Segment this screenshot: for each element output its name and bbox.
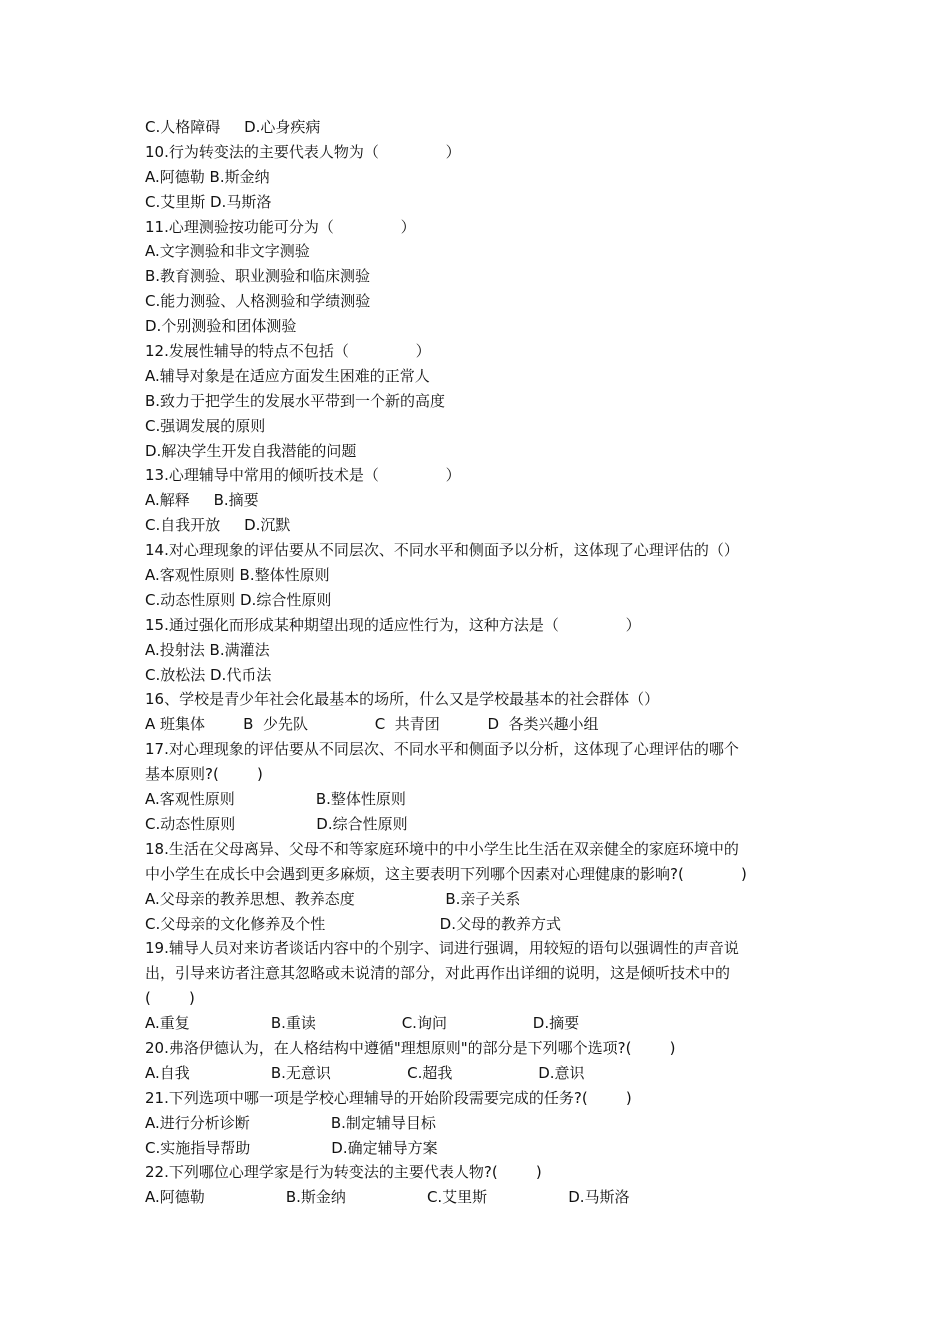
option-line: A.文字测验和非文字测验	[145, 242, 310, 261]
option-line: C.动态性原则 D.综合性原则	[145, 590, 332, 609]
option-line: A.辅导对象是在适应方面发生困难的正常人	[145, 366, 430, 385]
question-18: 18.生活在父母离异、父母不和等家庭环境中的中小学生比生活在双亲健全的家庭环境中的	[145, 839, 739, 858]
option-line: A.客观性原则 B.整体性原则	[145, 790, 406, 809]
question-19-cont: 出，引导来访者注意其忽略或未说清的部分，对此再作出详细的说明，这是倾听技术中的	[145, 964, 731, 983]
question-17-cont: 基本原则?( )	[145, 765, 263, 784]
question-21: 21.下列选项中哪一项是学校心理辅导的开始阶段需要完成的任务?( )	[145, 1088, 632, 1107]
option-line: A.自我 B.无意识 C.超我 D.意识	[145, 1063, 585, 1082]
option-line: B.致力于把学生的发展水平带到一个新的高度	[145, 391, 446, 410]
question-11: 11.心理测验按功能可分为（ ）	[145, 217, 416, 236]
option-line: B.教育测验、职业测验和临床测验	[145, 267, 371, 286]
option-line: C.强调发展的原则	[145, 416, 266, 435]
question-19: 19.辅导人员对来访者谈话内容中的个别字、词进行强调，用较短的语句以强调性的声音说	[145, 939, 739, 958]
option-line: A.客观性原则 B.整体性原则	[145, 566, 330, 585]
option-line: C.放松法 D.代币法	[145, 665, 272, 684]
option-line: A.父母亲的教养思想、教养态度 B.亲子关系	[145, 889, 521, 908]
question-10: 10.行为转变法的主要代表人物为（ ）	[145, 142, 461, 161]
question-13: 13.心理辅导中常用的倾听技术是（ ）	[145, 466, 461, 485]
option-line: A.阿德勒 B.斯金纳	[145, 167, 270, 186]
option-line: C.动态性原则 D.综合性原则	[145, 814, 408, 833]
option-line: C.能力测验、人格测验和学绩测验	[145, 292, 371, 311]
option-line: A.阿德勒 B.斯金纳 C.艾里斯 D.马斯洛	[145, 1188, 630, 1207]
option-line: A 班集体 B 少先队 C 共青团 D 各类兴趣小组	[145, 715, 599, 734]
option-line: D.解决学生开发自我潜能的问题	[145, 441, 357, 460]
option-line: C.艾里斯 D.马斯洛	[145, 192, 272, 211]
option-line: C.父母亲的文化修养及个性 D.父母的教养方式	[145, 914, 561, 933]
question-20: 20.弗洛伊德认为，在人格结构中遵循"理想原则"的部分是下列哪个选项?( )	[145, 1038, 676, 1057]
option-line: D.个别测验和团体测验	[145, 317, 297, 336]
question-15: 15.通过强化而形成某种期望出现的适应性行为，这种方法是（ ）	[145, 615, 641, 634]
option-line: A.重复 B.重读 C.询问 D.摘要	[145, 1014, 580, 1033]
question-22: 22.下列哪位心理学家是行为转变法的主要代表人物?( )	[145, 1163, 542, 1182]
option-line: A.投射法 B.满灌法	[145, 640, 270, 659]
question-14: 14.对心理现象的评估要从不同层次、不同水平和侧面予以分析，这体现了心理评估的（）	[145, 541, 739, 560]
option-line: C.实施指导帮助 D.确定辅导方案	[145, 1138, 438, 1157]
option-line: A.进行分析诊断 B.制定辅导目标	[145, 1113, 436, 1132]
option-line: C.自我开放 D.沉默	[145, 516, 291, 535]
question-18-cont: 中小学生在成长中会遇到更多麻烦，这主要表明下列哪个因素对心理健康的影响?( )	[145, 864, 747, 883]
question-19-cont: ( )	[145, 989, 195, 1008]
question-12: 12.发展性辅导的特点不包括（ ）	[145, 342, 431, 361]
question-16: 16、学校是青少年社会化最基本的场所，什么又是学校最基本的社会群体（）	[145, 690, 660, 709]
text-line: C.人格障碍 D.心身疾病	[145, 118, 321, 136]
question-17: 17.对心理现象的评估要从不同层次、不同水平和侧面予以分析，这体现了心理评估的哪个	[145, 740, 739, 759]
option-line: A.解释 B.摘要	[145, 491, 259, 510]
